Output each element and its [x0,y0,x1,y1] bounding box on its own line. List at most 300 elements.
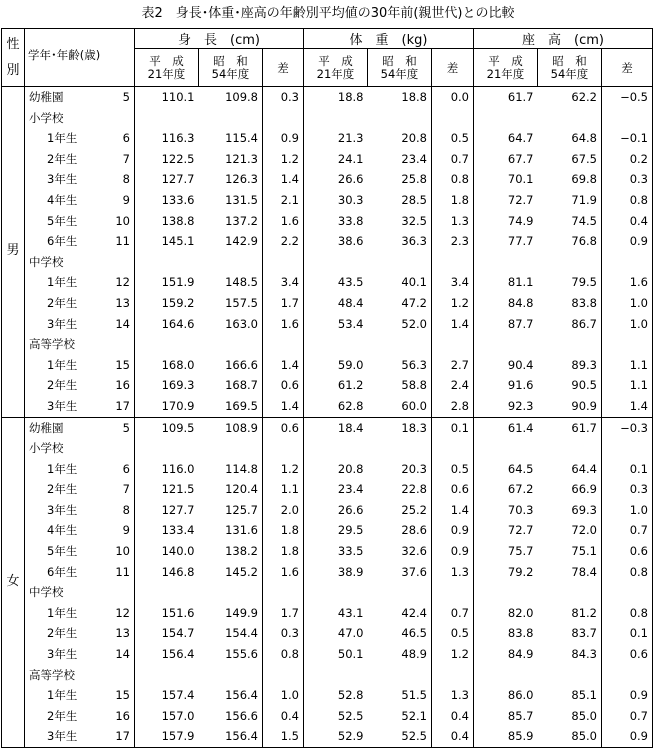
s54-line1: 昭 和 [552,53,587,68]
weight-diff-value: 1.4 [432,314,474,335]
weight-diff-value: 0.7 [432,149,474,170]
sitting-diff-value: 0.6 [602,541,653,562]
table-row [2,190,653,211]
sitting-h21-value: 83.8 [474,623,538,644]
grade-label: 1年生 [25,685,105,706]
sitting-s54-value: 67.5 [571,151,597,166]
grade-label: 2年生 [25,375,105,396]
sitting-h21-value: 84.9 [474,644,538,665]
weight-s54-value [368,438,432,459]
sex-header [2,29,25,87]
sitting-s54-value: 85.0 [571,708,597,723]
weight-h21-value: 18.8 [304,87,368,108]
weight-s54-value: 52.5 [368,726,432,747]
weight-s54-value: 25.8 [401,172,427,187]
sitting-diff-value [602,334,653,355]
height-diff-value: 0.6 [263,417,304,438]
s54-line2: 54年度 [380,66,419,81]
weight-s54-value: 20.3 [401,461,427,476]
grade-label: 小学校 [25,438,105,459]
h21-line2: 21年度 [147,66,186,81]
weight-h21-value: 24.1 [304,149,368,170]
height-s54-value: 131.5 [225,192,258,207]
table-row [2,500,653,521]
height-s54-value: 169.5 [225,398,258,413]
height-s54-value: 137.2 [225,213,258,228]
sitting-diff-value: 1.1 [602,355,653,376]
table-row [2,314,653,335]
table-row [2,396,653,417]
grade-age-header: 学年･年齢(歳) [25,29,135,87]
sitting-h21-value: 64.5 [474,459,538,480]
sitting-diff-value: 0.7 [602,706,653,727]
weight-s54-value: 51.5 [401,688,427,703]
sitting-h21-value [474,438,538,459]
height-h21-value: 156.4 [135,644,199,665]
weight-h21-header [304,49,368,87]
height-diff-value: 0.3 [263,623,304,644]
height-h21-value: 154.7 [135,623,199,644]
sitting-diff-value: 0.7 [602,520,653,541]
sitting-diff-value: 1.0 [602,293,653,314]
weight-diff-value: 2.4 [432,375,474,396]
weight-h21-value: 29.5 [304,520,368,541]
height-s54-value: 114.8 [225,461,258,476]
height-s54-value [199,438,263,459]
grade-label: 3年生 [25,726,105,747]
grade-label: 2年生 [25,706,105,727]
height-diff-value: 2.2 [263,231,304,252]
sitting-s54-value: 85.1 [571,688,597,703]
table-row [2,334,653,355]
sitting-h21-value: 67.2 [474,479,538,500]
weight-s54-value: 28.6 [401,523,427,538]
weight-diff-value [432,334,474,355]
height-diff-value: 1.4 [263,355,304,376]
height-diff-value: 3.4 [263,272,304,293]
height-h21-value: 170.9 [135,396,199,417]
height-h21-value: 145.1 [135,231,199,252]
h21-line1: 平 成 [318,53,353,68]
weight-h21-value: 26.6 [304,500,368,521]
height-s54-value: 156.4 [225,688,258,703]
height-s54-value: 168.7 [225,378,258,393]
sitting-diff-value: 0.8 [602,603,653,624]
weight-h21-value: 38.6 [304,231,368,252]
sitting-h21-value [474,334,538,355]
height-h21-value: 109.5 [135,417,199,438]
h21-line2: 21年度 [486,66,525,81]
sitting-diff-value: 0.3 [602,479,653,500]
weight-h21-value: 18.4 [304,417,368,438]
sitting-diff-value: 0.6 [602,644,653,665]
height-s54-value: 156.4 [199,726,263,747]
age-value: 17 [105,726,135,747]
sitting-h21-header [474,49,538,87]
sitting-h21-value: 84.8 [474,293,538,314]
height-diff-value: 1.2 [263,149,304,170]
weight-diff-value [432,252,474,273]
height-s54-value: 120.4 [225,482,258,497]
weight-h21-value: 20.8 [304,459,368,480]
sitting-h21-value: 82.0 [474,603,538,624]
table-row [2,459,653,480]
age-value [105,252,135,273]
height-s54-value: 166.6 [225,357,258,372]
sitting-s54-value: 75.1 [571,544,597,559]
height-s54-value: 138.2 [225,544,258,559]
height-diff-value: 1.6 [263,211,304,232]
height-s54-value [199,665,263,686]
sitting-s54-value: 90.9 [571,398,597,413]
h21-line2: 21年度 [316,66,355,81]
weight-h21-value: 33.8 [304,211,368,232]
sitting-s54-value: 83.8 [571,295,597,310]
height-h21-value: 110.1 [135,87,199,108]
weight-s54-value: 20.8 [401,131,427,146]
weight-s54-value: 36.3 [401,234,427,249]
height-h21-value: 127.7 [135,169,199,190]
sitting-s54-value: 69.3 [571,502,597,517]
age-value: 9 [122,523,130,538]
sitting-diff-value: 1.6 [602,272,653,293]
weight-diff-value: 0.0 [432,87,474,108]
weight-diff-value: 0.4 [432,706,474,727]
age-value: 16 [115,378,130,393]
sitting-s54-value: 71.9 [571,192,597,207]
s54-line1: 昭 和 [213,53,248,68]
height-s54-value: 109.8 [199,87,263,108]
age-value: 15 [115,688,130,703]
height-s54-value: 149.9 [225,605,258,620]
table-row [2,108,653,129]
weight-diff-value [432,582,474,603]
table-row [2,211,653,232]
grade-label: 幼稚園 [25,87,105,108]
height-diff-value: 0.4 [263,706,304,727]
table-row [2,582,653,603]
weight-h21-value: 43.1 [304,603,368,624]
age-value: 10 [115,213,130,228]
grade-label: 1年生 [25,272,105,293]
height-h21-value: 116.0 [135,459,199,480]
sitting-s54-value [538,108,602,129]
sitting-diff-value: 1.0 [602,314,653,335]
table-row [2,355,653,376]
grade-label: 小学校 [25,108,105,129]
sitting-h21-value: 70.3 [474,500,538,521]
sitting-h21-value: 90.4 [474,355,538,376]
weight-diff-value: 1.8 [432,190,474,211]
sitting-s54-value [538,582,602,603]
height-diff-value: 1.0 [263,685,304,706]
weight-diff-value: 0.5 [432,128,474,149]
weight-diff-value: 0.5 [432,623,474,644]
weight-diff-value: 2.3 [432,231,474,252]
height-diff-value: 1.7 [263,603,304,624]
sitting-s54-value: 86.7 [571,316,597,331]
weight-diff-value: 0.5 [432,459,474,480]
weight-s54-value: 37.6 [401,564,427,579]
grade-label: 3年生 [25,644,105,665]
sitting-s54-value: 90.5 [571,378,597,393]
weight-s54-value: 48.9 [401,647,427,662]
table-row [2,438,653,459]
h21-line1: 平 成 [488,53,523,68]
height-h21-value: 169.3 [135,375,199,396]
sitting-s54-value: 78.4 [571,564,597,579]
sitting-diff-value: 0.8 [602,562,653,583]
height-h21-value: 140.0 [135,541,199,562]
sitting-s54-value [538,665,602,686]
weight-h21-value: 26.6 [304,169,368,190]
sitting-diff-value [602,582,653,603]
table-row [2,603,653,624]
weight-s54-value: 52.1 [401,708,427,723]
weight-diff-value: 0.4 [432,726,474,747]
height-diff-header: 差 [263,49,304,87]
weight-s54-value [368,334,432,355]
grade-label: 中学校 [25,582,105,603]
sex-header-top: 性 [6,36,20,52]
age-value: 7 [122,151,130,166]
sitting-s54-value [538,438,602,459]
weight-diff-value: 0.6 [432,479,474,500]
sitting-h21-value: 87.7 [474,314,538,335]
height-h21-value: 116.3 [135,128,199,149]
sitting-h21-value: 67.7 [474,149,538,170]
height-h21-value [135,438,199,459]
weight-h21-value: 61.2 [304,375,368,396]
s54-line1: 昭 和 [382,53,417,68]
height-h21-value: 138.8 [135,211,199,232]
table-row [2,149,653,170]
grade-label: 1年生 [25,459,105,480]
age-value [105,334,135,355]
weight-h21-value: 52.9 [304,726,368,747]
height-diff-value: 0.8 [263,644,304,665]
sex-label: 男 [2,87,25,418]
sitting-h21-value [474,252,538,273]
s54-line2: 54年度 [550,66,589,81]
height-h21-value [135,334,199,355]
height-s54-header [199,49,263,87]
weight-h21-value [304,582,368,603]
age-value: 7 [122,482,130,497]
height-h21-value: 157.9 [135,726,199,747]
sitting-s54-value: 74.5 [571,213,597,228]
weight-diff-value [432,438,474,459]
weight-s54-value: 52.0 [401,316,427,331]
grade-label: 6年生 [25,231,105,252]
weight-s54-value: 22.8 [401,482,427,497]
table-row [2,623,653,644]
height-s54-value: 126.3 [225,172,258,187]
weight-h21-value: 50.1 [304,644,368,665]
weight-s54-value: 58.8 [401,378,427,393]
weight-diff-value: 0.8 [432,169,474,190]
weight-diff-value: 1.3 [432,211,474,232]
table-row [2,293,653,314]
sitting-diff-value: 0.9 [602,726,653,747]
height-diff-value [263,252,304,273]
weight-h21-value [304,252,368,273]
sitting-h21-value [474,582,538,603]
weight-diff-value: 1.4 [432,500,474,521]
age-value: 6 [122,461,130,476]
weight-s54-value: 40.1 [401,275,427,290]
height-h21-value: 168.0 [135,355,199,376]
table-row [2,417,653,438]
weight-h21-value: 62.8 [304,396,368,417]
table-row [2,479,653,500]
weight-h21-value: 38.9 [304,562,368,583]
sitting-s54-value: 76.8 [571,234,597,249]
height-s54-value: 142.9 [225,234,258,249]
height-s54-value [199,252,263,273]
sitting-s54-value [538,252,602,273]
height-diff-value: 1.4 [263,396,304,417]
sitting-h21-value: 85.9 [474,726,538,747]
weight-h21-value [304,334,368,355]
height-diff-value [263,665,304,686]
weight-diff-value: 0.9 [432,541,474,562]
age-value: 12 [115,275,130,290]
table-row [2,562,653,583]
weight-h21-value [304,438,368,459]
height-h21-value: 164.6 [135,314,199,335]
grade-label: 3年生 [25,396,105,417]
sitting-diff-value [602,108,653,129]
age-value: 8 [122,172,130,187]
height-s54-value [199,108,263,129]
grade-label: 1年生 [25,128,105,149]
age-value: 17 [115,398,130,413]
sitting-diff-value: 0.9 [602,231,653,252]
weight-h21-value: 23.4 [304,479,368,500]
grade-label: 2年生 [25,479,105,500]
table-row [2,231,653,252]
sitting-h21-value: 72.7 [474,520,538,541]
grade-label: 2年生 [25,149,105,170]
sitting-h21-value: 79.2 [474,562,538,583]
height-s54-value: 145.2 [225,564,258,579]
sitting-s54-value: 72.0 [571,523,597,538]
sex-header-bottom: 別 [6,62,20,78]
sitting-diff-value [602,438,653,459]
height-diff-value: 1.6 [263,562,304,583]
age-value [105,108,135,129]
age-value: 11 [115,234,130,249]
height-h21-value [135,108,199,129]
weight-h21-value: 53.4 [304,314,368,335]
sitting-h21-value: 70.1 [474,169,538,190]
height-h21-value [135,582,199,603]
age-value: 5 [105,417,135,438]
sitting-diff-value: 0.1 [602,623,653,644]
age-value: 11 [115,564,130,579]
height-h21-value: 151.6 [135,603,199,624]
weight-s54-value: 60.0 [401,398,427,413]
weight-h21-value [304,665,368,686]
sitting-diff-value: 1.0 [602,500,653,521]
sitting-s54-value: 64.8 [571,131,597,146]
sitting-h21-value: 61.4 [474,417,538,438]
height-h21-value: 133.6 [135,190,199,211]
sitting-h21-value: 85.7 [474,706,538,727]
age-value [105,582,135,603]
age-value: 9 [122,192,130,207]
grade-label: 4年生 [25,190,105,211]
weight-s54-value: 23.4 [401,151,427,166]
height-h21-value: 127.7 [135,500,199,521]
age-value [105,665,135,686]
table-row [2,272,653,293]
sitting-diff-value [602,665,653,686]
sitting-s54-value: 81.2 [571,605,597,620]
sitting-s54-value: 69.8 [571,172,597,187]
sitting-diff-value: −0.5 [602,87,653,108]
weight-diff-value: 3.4 [432,272,474,293]
weight-diff-value: 1.2 [432,644,474,665]
sitting-h21-value: 81.1 [474,272,538,293]
weight-h21-value: 52.8 [304,685,368,706]
weight-s54-value: 32.5 [401,213,427,228]
weight-h21-value: 52.5 [304,706,368,727]
age-value: 16 [115,708,130,723]
grade-label: 1年生 [25,603,105,624]
table-row [2,169,653,190]
sitting-diff-value: 0.2 [602,149,653,170]
height-diff-value: 1.4 [263,169,304,190]
table-row [2,706,653,727]
height-diff-value: 0.3 [263,87,304,108]
weight-h21-value: 43.5 [304,272,368,293]
height-s54-value [199,582,263,603]
height-diff-value: 2.0 [263,500,304,521]
weight-s54-header [368,49,432,87]
age-value: 12 [115,605,130,620]
height-s54-value: 148.5 [225,275,258,290]
grade-label: 中学校 [25,252,105,273]
height-diff-value [263,108,304,129]
height-diff-value [263,582,304,603]
height-diff-value: 2.1 [263,190,304,211]
height-h21-value: 151.9 [135,272,199,293]
grade-label: 高等学校 [25,334,105,355]
age-value: 8 [122,502,130,517]
sitting-diff-header: 差 [602,49,653,87]
grade-label: 2年生 [25,623,105,644]
sitting-h21-value [474,108,538,129]
height-s54-value: 125.7 [225,502,258,517]
age-value: 5 [105,87,135,108]
weight-h21-value: 59.0 [304,355,368,376]
age-value: 13 [115,626,130,641]
height-diff-value [263,438,304,459]
sitting-s54-value: 85.0 [538,726,602,747]
sitting-h21-value: 64.7 [474,128,538,149]
sitting-s54-value: 64.4 [571,461,597,476]
sitting-s54-value: 79.5 [571,275,597,290]
sitting-h21-value: 61.7 [474,87,538,108]
grade-label: 5年生 [25,541,105,562]
sitting-diff-value: −0.3 [602,417,653,438]
weight-diff-value [432,665,474,686]
sitting-s54-value: 66.9 [571,482,597,497]
sitting-diff-value: 0.4 [602,211,653,232]
sex-label: 女 [2,417,25,748]
